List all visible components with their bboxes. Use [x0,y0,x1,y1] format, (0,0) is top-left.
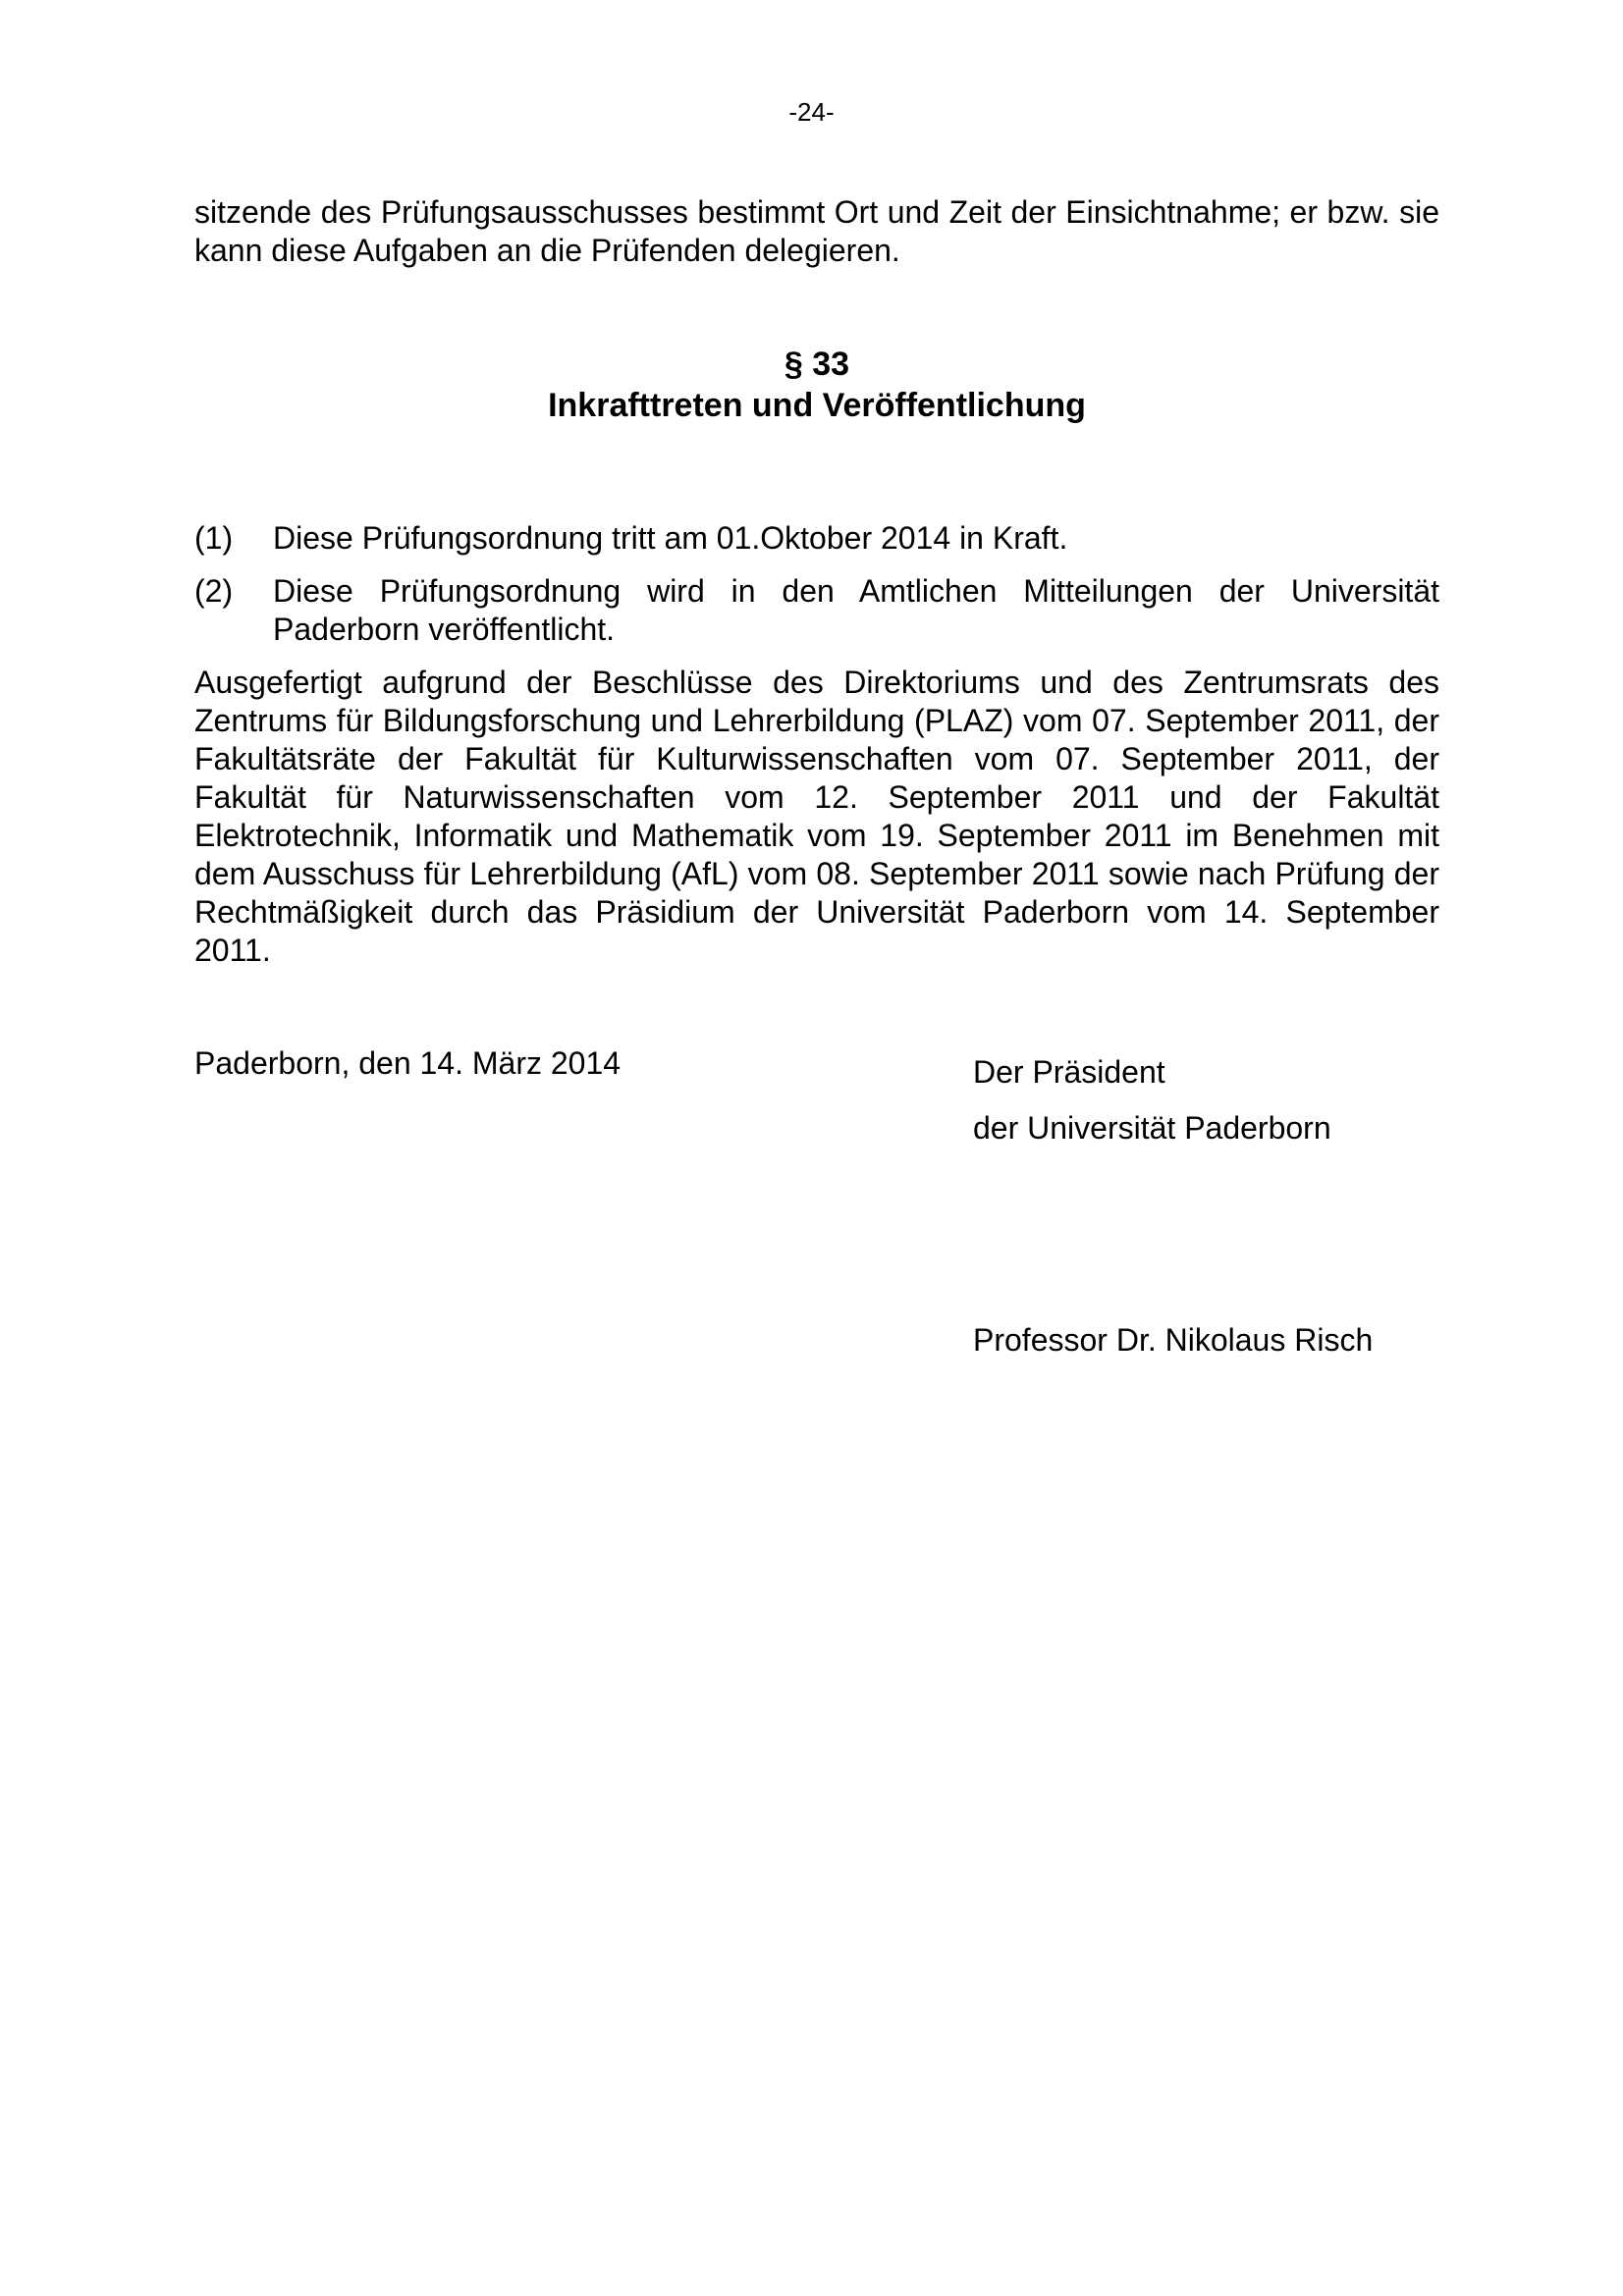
intro-paragraph-block [194,193,1439,270]
list-item-number: (1) [194,520,234,556]
section-number: § 33 [784,346,850,383]
signatory-role-line1: Der Präsident [973,1054,1165,1090]
page-number: -24- [788,97,835,127]
section-title: Inkrafttreten und Veröffentlichung [548,387,1086,424]
enactment-paragraph: Ausgefertigt aufgrund der Beschlüsse des Direktoriums und des Zentrumsrats des Zentrums für Bildungsforschung und Lehrerbildung (PLAZ) vom 07. September 2011, der Fakultätsräte der Fakultät für Kulturwissenschaften vom 07. September 2011, der Fakultät für Naturwissenschaften vom 12. September 2011 und der Fakultät Elektrotechnik, Informatik und Mathematik vom 19. September 2011 im Benehmen mit dem Ausschuss für Lehrerbildung (AfL) vom 08. September 2011 sowie nach Prüfung der Rechtmäßigkeit durch das Präsidium der Universität Paderborn vom 14. September 2011. [194,665,1439,968]
provisions-block [194,519,1439,970]
list-item-text: Diese Prüfungsordnung tritt am 01.Oktober 2014 in Kraft. [273,520,1068,556]
list-item [194,572,1439,649]
signatory-name: Professor Dr. Nikolaus Risch [973,1322,1374,1358]
intro-paragraph: sitzende des Prüfungsausschusses bestimmt Ort und Zeit der Einsichtnahme; er bzw. sie kann diese Aufgaben an die Prüfenden delegieren. [194,194,1439,268]
list-item-text: Diese Prüfungsordnung wird in den Amtlichen Mitteilungen der Universität Paderborn veröffentlicht. [273,573,1439,647]
place-date: Paderborn, den 14. März 2014 [194,1045,622,1081]
signatory-role-line2: der Universität Paderborn [973,1110,1331,1146]
section-heading [194,344,1439,426]
list-item-number: (2) [194,573,234,609]
signatory-role [973,1044,1331,1156]
list-item [194,519,1439,558]
